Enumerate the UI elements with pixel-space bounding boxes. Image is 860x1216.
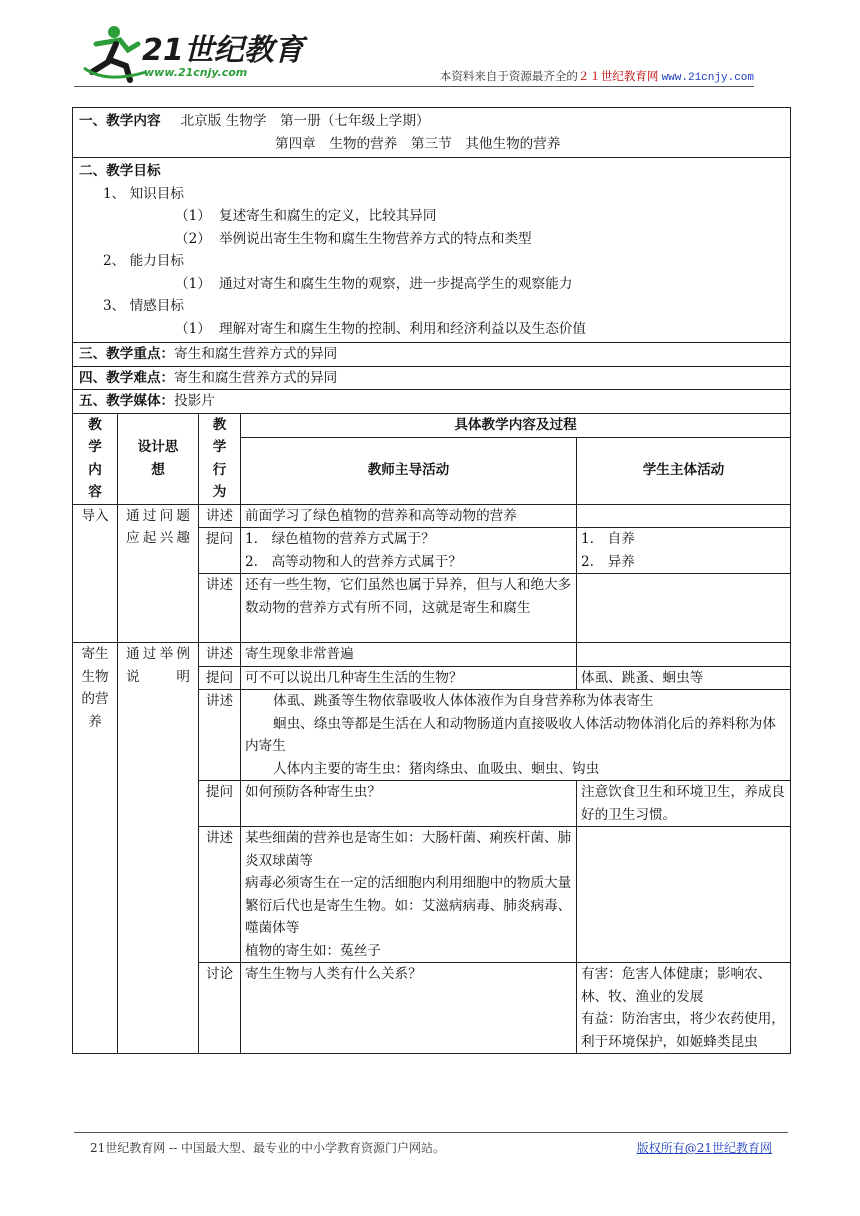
logo-runner-icon	[84, 26, 146, 80]
footer-copyright-link[interactable]: 版权所有@21世纪教育网	[636, 1141, 772, 1155]
goal-item: （1） 理解对寄生和腐生生物的控制、利用和经济利益以及生态价值	[175, 320, 587, 337]
table-row: 导入 通过问题应起兴趣 讲述 前面学习了绿色植物的营养和高等动物的营养	[73, 504, 791, 528]
row-content-intro: 导入	[73, 504, 118, 643]
header-note	[440, 68, 754, 84]
goal-item: （1） 复述寄生和腐生的定义，比较其异同	[175, 208, 437, 224]
table-row: 提问 1. 绿色植物的营养方式属于？ 2. 高等动物和人的营养方式属于？ 1. 自养 2. 异养	[73, 528, 791, 574]
table-row: 寄生 生物 的营 养 通过举例说明 讲述 寄生现象非常普遍	[73, 643, 791, 667]
header-note-site[interactable]: ２１世纪教育网	[577, 71, 659, 83]
lesson-plan-table	[72, 107, 791, 1054]
section2-label: 二、教学目标	[79, 163, 161, 179]
section-teaching-content	[73, 108, 791, 158]
goal-emotion: 3、 情感目标	[103, 298, 184, 314]
section-key-points: 三、教学重点：寄生和腐生营养方式的异同	[73, 343, 791, 367]
goal-knowledge: 1、 知识目标	[103, 185, 184, 202]
footer-divider	[74, 1132, 788, 1133]
table-row: 讨论 寄生生物与人类有什么关系？ 有害：危害人体健康；影响农、林、牧、渔业的发展 有益：防治害虫，将少农药使用，利于环境保护，如姬蜂类昆虫	[73, 963, 791, 1054]
head-behavior: 教 学 行 为	[199, 413, 241, 504]
section-teaching-goals	[73, 158, 791, 343]
head-design: 设计思想	[118, 413, 199, 504]
table-row: 讲述 某些细菌的营养也是寄生如：大肠杆菌、痢疾杆菌、肺炎双球菌等 病毒必须寄生在一定的活细胞内利用细胞中的物质大量繁衍后代也是寄生生物。如：艾滋病病毒、肺炎病毒、噬菌体等 植物的寄生如：菟丝子	[73, 827, 791, 963]
logo-url: www.21cnjy.com	[144, 66, 248, 79]
head-teacher: 教师主导活动	[241, 437, 577, 504]
head-student: 学生主体活动	[577, 437, 791, 504]
header-note-url[interactable]: www.21cnjy.com	[661, 72, 754, 84]
section1-label: 一、教学内容	[79, 113, 161, 129]
section-difficulties: 四、教学难点：寄生和腐生营养方式的异同	[73, 366, 791, 390]
table-row: 提问 如何预防各种寄生虫？ 注意饮食卫生和环境卫生，养成良好的卫生习惯。	[73, 781, 791, 827]
header-divider	[74, 86, 754, 87]
footer-text: 21世纪教育网 -- 中国最大型、最专业的中小学教育资源门户网站。	[90, 1141, 446, 1155]
row-content-parasite: 寄生 生物 的营 养	[73, 643, 118, 1054]
table-row: 提问 可不可以说出几种寄生生活的生物？ 体虱、跳蚤、蛔虫等	[73, 666, 791, 690]
table-row: 讲述 体虱、跳蚤等生物依靠吸收人体体液作为自身营养称为体表寄生 蛔虫、绦虫等都是生活在人和动物肠道内直接吸收人体活动物体消化后的养料称为体内寄生 人体内主要的寄生虫：猪肉绦虫、血吸虫、蛔虫、钩虫	[73, 690, 791, 781]
row-design-intro: 通过问题应起兴趣	[118, 504, 199, 643]
section1-line2: 第四章 生物的营养 第三节 其他生物的营养	[275, 135, 561, 152]
section1-line1: 北京版 生物学 第一册（七年级上学期）	[180, 113, 430, 129]
goal-item: （2） 举例说出寄生生物和腐生生物营养方式的特点和类型	[175, 230, 532, 247]
row-design-parasite: 通过举例说明	[118, 643, 199, 1054]
logo-text: 21世纪教育	[142, 33, 304, 68]
head-process: 具体教学内容及过程	[241, 413, 791, 437]
table-header-row	[73, 413, 791, 437]
site-logo	[76, 22, 336, 86]
table-row: 讲述 还有一些生物，它们虽然也属于异养，但与人和绝大多数动物的营养方式有所不同，这就是寄生和腐生	[73, 574, 791, 643]
goal-item: （1） 通过对寄生和腐生生物的观察，进一步提高学生的观察能力	[175, 275, 573, 292]
head-content: 教 学 内 容	[73, 413, 118, 504]
header-note-prefix: 本资料来自于资源最齐全的	[439, 71, 578, 83]
goal-ability: 2、 能力目标	[103, 253, 184, 269]
section-media: 五、教学媒体：投影片	[73, 390, 791, 414]
